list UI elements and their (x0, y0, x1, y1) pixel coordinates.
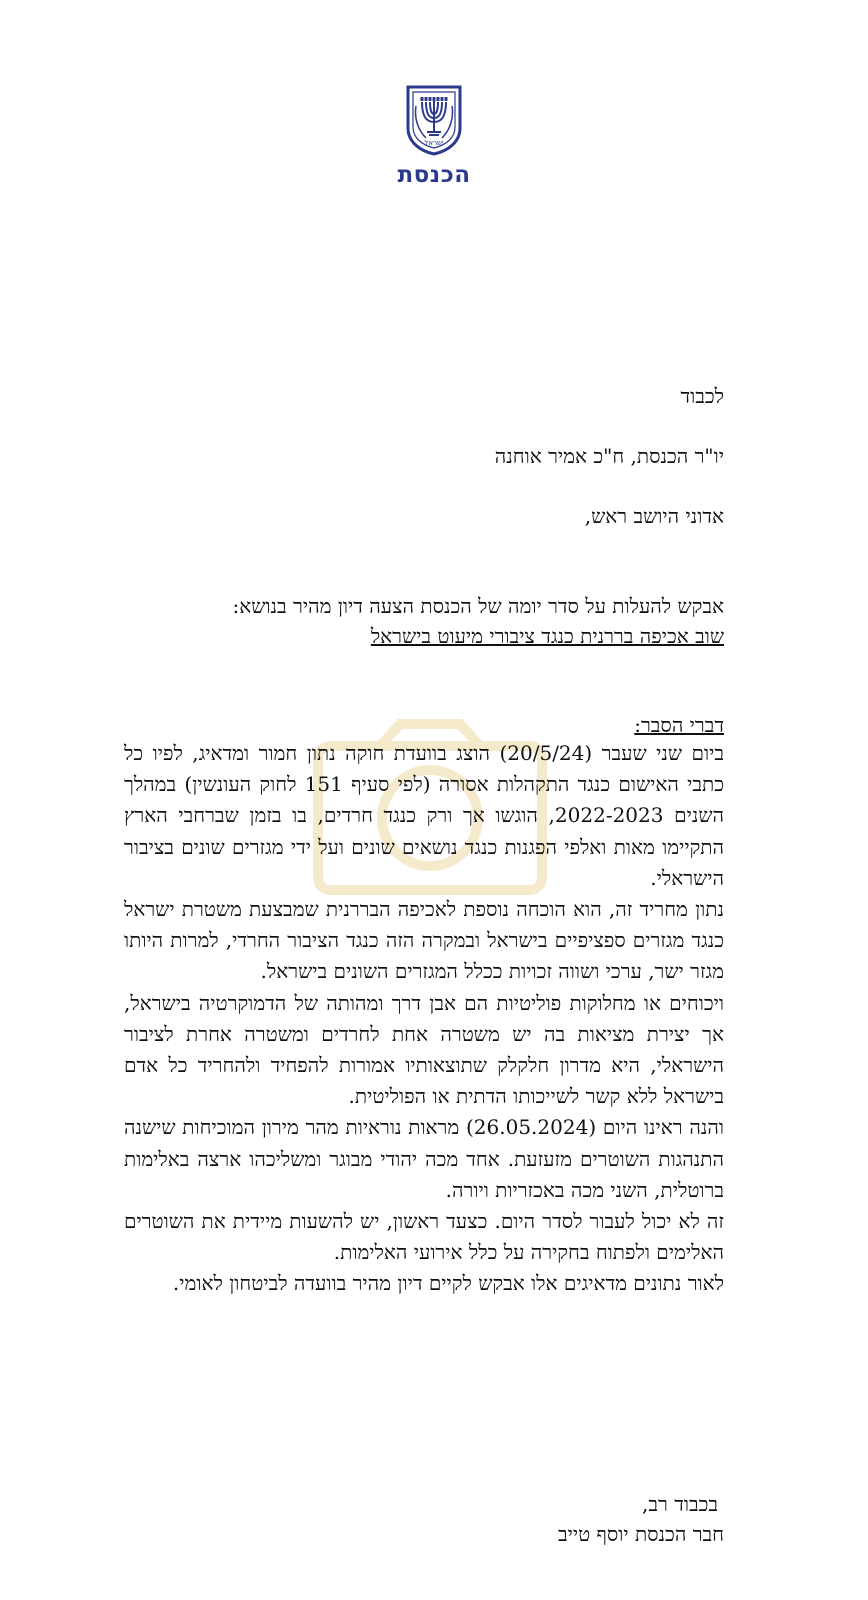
body-paragraph: נתון מחריד זה, הוא הוכחה נוספת לאכיפה הבררנית שמבצעת משטרת ישראל כנגד מגזרים ספציפיים בישראל ובמקרה הזה כנגד הציבור החרדי, למרות היותו מגזר ישר, ערכי ושווה זכויות ככלל המגזרים השונים בישראל. (124, 897, 724, 984)
sign-off: בכבוד רב, (642, 1492, 718, 1516)
signature: חבר הכנסת יוסף טייב (557, 1522, 724, 1546)
letterhead (384, 84, 484, 188)
body-paragraph: זה לא יכול לעבור לסדר היום. כצעד ראשון, יש להשעות מיידית את השוטרים האלימים ולפתוח בחקירה על כלל אירועי האלימות. (124, 1209, 724, 1265)
addressee: יו"ר הכנסת, ח"כ אמיר אוחנה (494, 444, 724, 468)
salutation: לכבוד (680, 384, 724, 408)
body-paragraph: והנה ראינו היום (26.05.2024) מראות נוראיות מהר מירון המוכיחות שישנה התנהגות השוטרים מזעזעת. אחד מכה יהודי מבוגר ומשליכהו ארצה באלימות ברוטלית, השני מכה באכזריות ויורה. (124, 1115, 724, 1202)
request-line: אבקש להעלות על סדר יומה של הכנסת הצעה דיון מהיר בנושא: (232, 594, 724, 618)
explanation-body (124, 738, 724, 1300)
subject-line: שוב אכיפה בררנית כנגד ציבורי מיעוט בישראל (370, 624, 724, 648)
body-paragraph: ביום שני שעבר (20/5/24) הוצג בוועדת חוקה נתון חמור ומדאיג, לפיו כל כתבי האישום כנגד התקהלות אסורה (לפי סעיף 151 לחוק העונשין) במהלך השנים 2022-2023, הוגשו אך ורק כנגד חרדים, בו בזמן שברחבי הארץ התקיימו מאות ואלפי הפגנות כנגד נושאים שונים ועל ידי מגזרים שונים בציבור הישראלי. (124, 741, 725, 890)
body-paragraph: לאור נתונים מדאיגים אלו אבקש לקיים דיון מהיר בוועדה לביטחון לאומי. (172, 1271, 724, 1296)
emblem-text: ישראל (424, 139, 444, 147)
knesset-emblem-icon (404, 84, 464, 156)
greeting: אדוני היושב ראש, (584, 504, 724, 528)
body-paragraph: ויכוחים או מחלוקות פוליטיות הם אבן דרך ומהותה של הדמוקרטיה בישראל, אך יצירת מציאות בה יש משטרה אחת לחרדים ומשטרה אחרת לציבור הישראלי, היא מדרון חלקלק שתוצאותיו אמורות להפחיד ולהחריד כל אדם בישראל ללא קשר לשייכותו הדתית או הפוליטית. (124, 990, 724, 1109)
explanation-title: דברי הסבר: (634, 713, 724, 737)
institution-name: הכנסת (397, 162, 471, 188)
